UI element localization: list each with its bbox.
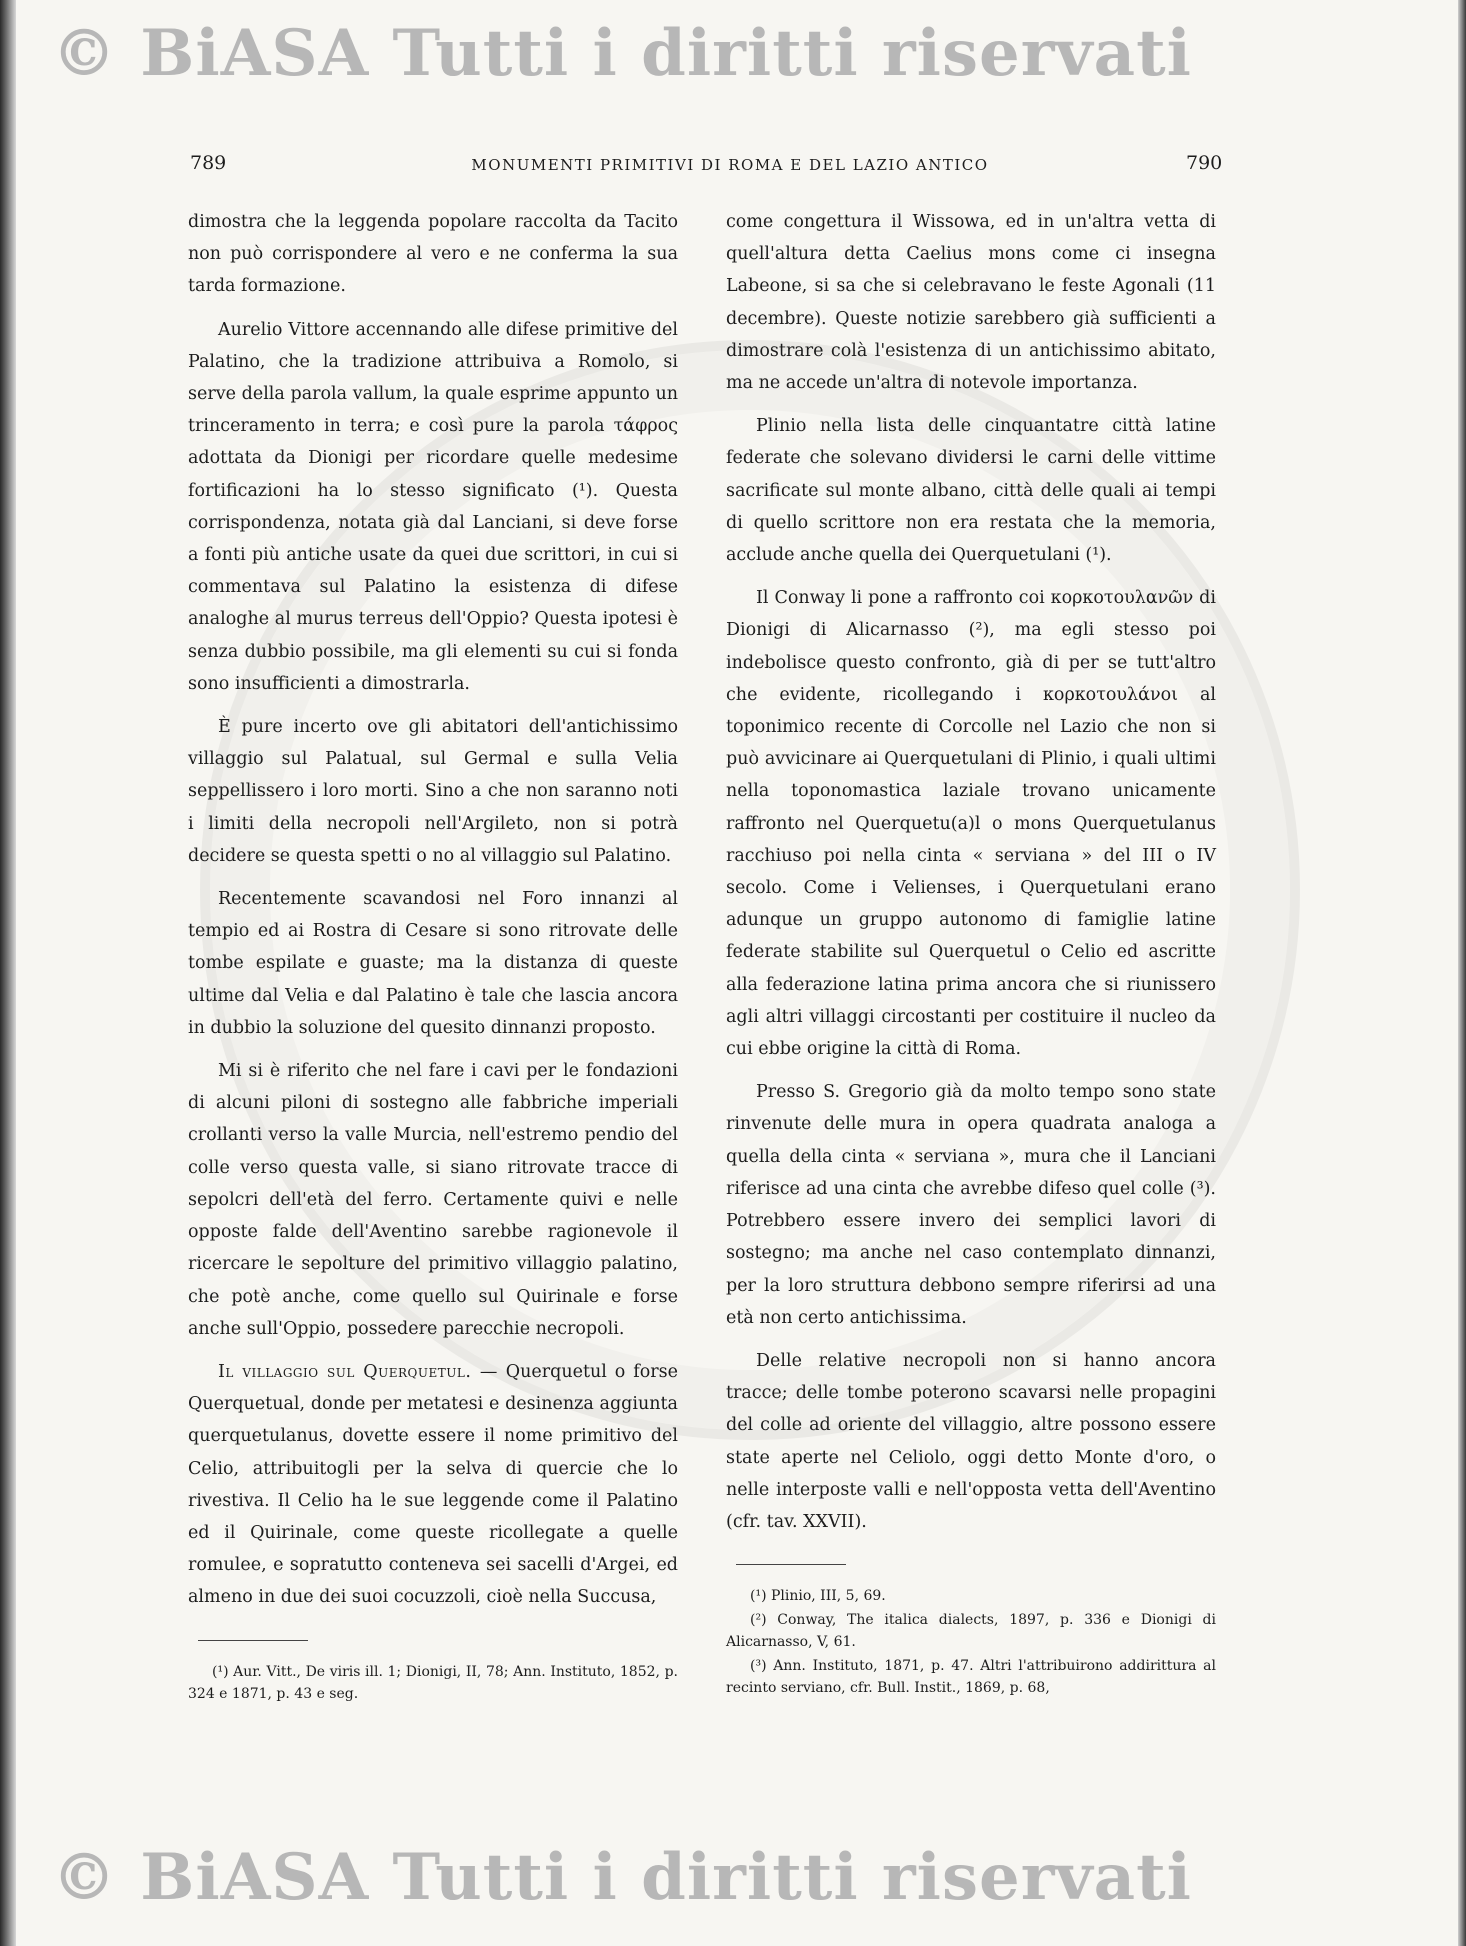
left-footnote-1: (¹) Aur. Vitt., De viris ill. 1; Dionigi, II, 78; Ann. Instituto, 1852, p. 324 e 1871, p. 43 e seg. (188, 1663, 678, 1702)
scan-left-edge (0, 0, 16, 1946)
right-footnote-1: (¹) Plinio, III, 5, 69. (750, 1588, 886, 1605)
right-paragraph-3: Il Conway li pone a raffronto coi κορκοτουλανῶν di Dionigi di Alicarnasso (²), ma egli stesso poi indebolisce questo confronto, già di per se tutt'altro che evidente, ricollegando i κορκοτουλάνοι al toponimico recente di Corcolle nel Lazio che non si può avvicinare ai Querquetulani di Plinio, i quali ultimi nella toponomastica laziale trovano unicamente raffronto nel Querquetu(a)l o mons Querquetulanus racchiuso poi nella cinta « serviana » del III o IV secolo. Come i Velienses, i Querquetulani erano adunque un gruppo autonomo di famiglie latine federate stabilite sul Querquetul o Celio ed ascritte alla federazione latina prima ancora che si riunissero agli altri villaggi circostanti per costituire il nucleo da cui ebbe origine la città di Roma. (726, 588, 1216, 1060)
page-number-left: 789 (190, 152, 227, 174)
left-paragraph-6 (188, 1356, 678, 1614)
left-footnotes (188, 1661, 678, 1705)
right-paragraph-2: Plinio nella lista delle cinquantatre città latine federate che solevano dividersi le carni delle vittime sacrificate sul monte albano, città delle quali ai tempi di quello scrittore non era restata che la memoria, acclude anche quella dei Querquetulani (¹). (726, 416, 1216, 566)
footnote-rule-right (736, 1564, 846, 1565)
section-heading: Il villaggio sul Querquetul. — (218, 1361, 498, 1382)
right-paragraph-5: Delle relative necropoli non si hanno ancora tracce; delle tombe poterono scavarsi nelle propagini del colle ad oriente del villaggio, altre possono essere state aperte nel Celiolo, oggi detto Monte d'oro, o nelle interposte valli e nell'opposta vetta dell'Aventino (cfr. tav. XXVII). (726, 1350, 1216, 1532)
left-paragraph-3: È pure incerto ove gli abitatori dell'antichissimo villaggio sul Palatual, sul Germal e sulla Velia seppellissero i loro morti. Sino a che non saranno noti i limiti della necropoli nell'Argileto, non si potrà decidere se questa spetti o no al villaggio sul Palatino. (188, 717, 678, 866)
watermark-top: © BiASA Tutti i diritti riservati (52, 16, 1192, 91)
right-footnotes (726, 1585, 1216, 1699)
left-column (188, 206, 678, 1707)
left-paragraph-4: Recentemente scavandosi nel Foro innanzi al tempio ed ai Rostra di Cesare si sono ritrovate delle tombe espilate e guaste; ma la distanza di queste ultime dal Velia e dal Palatino è tale che lascia ancora in dubbio la soluzione del quesito dinnanzi proposto. (188, 889, 678, 1038)
footnote-rule-left (198, 1640, 308, 1641)
page-number-right: 790 (1186, 152, 1223, 174)
running-title: MONUMENTI PRIMITIVI DI ROMA E DEL LAZIO ANTICO (471, 156, 989, 174)
right-column (726, 206, 1216, 1701)
scan-right-edge (1458, 0, 1466, 1946)
right-footnote-2: (²) Conway, The italica dialects, 1897, p. 336 e Dionigi di Alicarnasso, V, 61. (726, 1612, 1216, 1651)
left-paragraph-6-text: Querquetul o forse Querquetual, donde per metatesi e desinenza aggiunta querquetulanus, dovette essere il nome primitivo del Celio, attribuitogli per la selva di quercie che lo rivestiva. Il Celio ha le sue leggende come il Palatino ed il Quirinale, come queste ricollegate a quelle romulee, e sopratutto conteneva sei sacelli d'Argei, ed almeno in due dei suoi cocuzzoli, cioè nella Succusa, (188, 1361, 678, 1608)
right-footnote-3: (³) Ann. Instituto, 1871, p. 47. Altri l'attribuirono addirittura al recinto serviano, cfr. Bull. Instit., 1869, p. 68, (726, 1658, 1216, 1697)
page-header (0, 152, 1466, 182)
left-paragraph-2: Aurelio Vittore accennando alle difese primitive del Palatino, che la tradizione attribuiva a Romolo, si serve della parola vallum, la quale esprime appunto un trinceramento in terra; e così pure la parola τάφρος adottata da Dionigi per ricordare quelle medesime fortificazioni ha lo stesso significato (¹). Questa corrispondenza, notata già dal Lanciani, si deve forse a fonti più antiche usate da quei due scrittori, in cui si commentava sul Palatino la esistenza di difese analoghe al murus terreus dell'Oppio? Questa ipotesi è senza dubbio possibile, ma gli elementi su cui si fonda sono insufficienti a dimostrarla. (188, 319, 678, 694)
watermark-bottom: © BiASA Tutti i diritti riservati (52, 1840, 1192, 1915)
right-paragraph-1: come congettura il Wissowa, ed in un'altra vetta di quell'altura detta Caelius mons come ci insegna Labeone, si sa che si celebravano le feste Agonali (11 decembre). Queste notizie sarebbero già sufficienti a dimostrare colà l'esistenza di un antichissimo abitato, ma ne accede un'altra di notevole importanza. (726, 212, 1216, 394)
left-paragraph-1: dimostra che la leggenda popolare raccolta da Tacito non può corrispondere al vero e ne conferma la sua tarda formazione. (188, 212, 678, 297)
left-paragraph-5: Mi si è riferito che nel fare i cavi per le fondazioni di alcuni piloni di sostegno alle fabbriche imperiali crollanti verso la valle Murcia, nell'estremo pendio del colle verso questa valle, si siano ritrovate tracce di sepolcri dell'età del ferro. Certamente quivi e nelle opposte falde dell'Aventino sarebbe ragionevole il ricercare le sepolture del primitivo villaggio palatino, che potè anche, come quello sul Quirinale e forse anche sull'Oppio, possedere parecchie necropoli. (188, 1061, 678, 1339)
right-paragraph-4: Presso S. Gregorio già da molto tempo sono state rinvenute delle mura in opera quadrata analoga a quella della cinta « serviana », mura che il Lanciani riferisce ad una cinta che avrebbe difeso quel colle (³). Potrebbero essere invero dei semplici lavori di sostegno; ma anche nel caso contemplato dinnanzi, per la loro struttura debbono sempre riferirsi ad una età non certo antichissima. (726, 1082, 1216, 1328)
